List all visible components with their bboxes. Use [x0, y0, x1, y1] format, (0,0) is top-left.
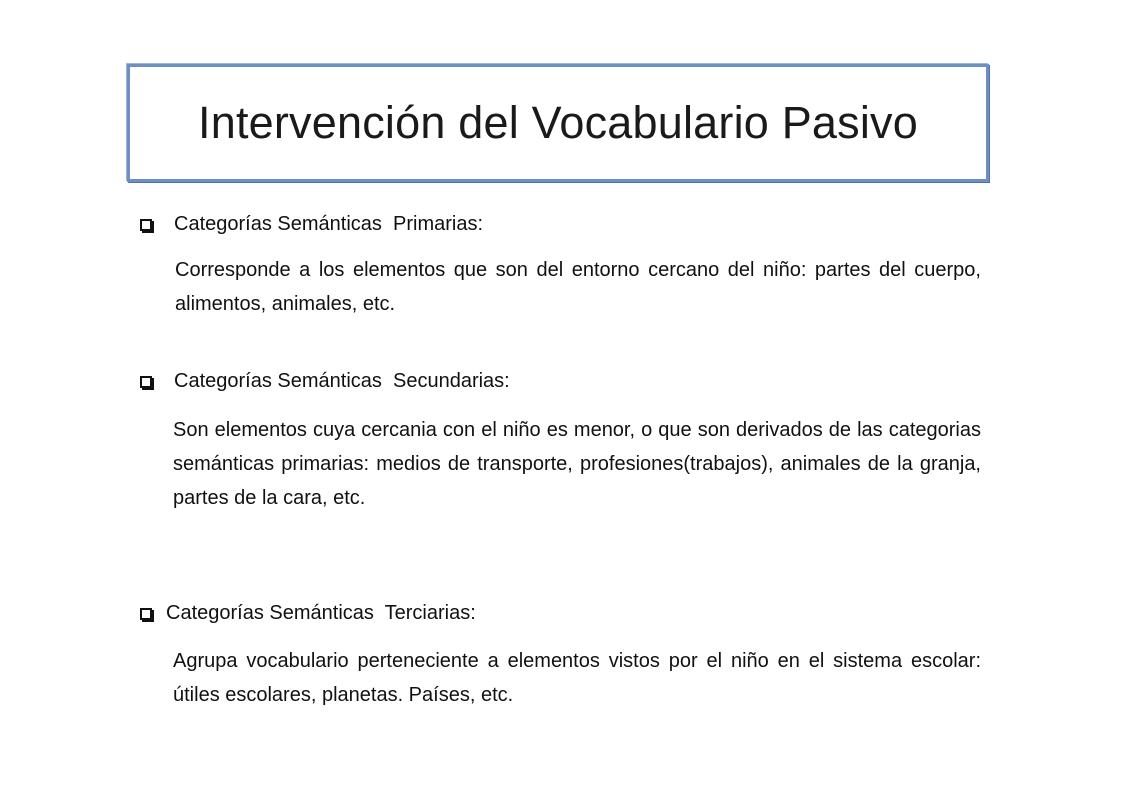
checkbox-icon — [140, 608, 152, 620]
section-heading-primarias — [140, 213, 483, 236]
checkbox-icon — [140, 376, 152, 388]
slide-title: Intervención del Vocabulario Pasivo — [198, 97, 918, 148]
title-box — [127, 64, 989, 182]
section-heading-terciarias — [140, 602, 476, 625]
section-body-secundarias: Son elementos cuya cercania con el niño es menor, o que son derivados de las categorias semánticas primarias: medios de transporte, profesiones(trabajos), animales de la granja, partes de la cara, etc. — [173, 419, 981, 509]
section-heading-label: Categorías Semánticas Terciarias: — [166, 602, 476, 624]
section-heading-secundarias — [140, 370, 510, 393]
checkbox-icon — [140, 219, 152, 231]
section-heading-label: Categorías Semánticas Primarias: — [174, 213, 484, 235]
section-heading-label: Categorías Semánticas Secundarias: — [174, 370, 510, 392]
section-body-terciarias: Agrupa vocabulario perteneciente a elementos vistos por el niño en el sistema escolar: útiles escolares, planetas. Países, etc. — [173, 650, 981, 706]
section-body-primarias: Corresponde a los elementos que son del entorno cercano del niño: partes del cuerpo, alimentos, animales, etc. — [175, 259, 981, 315]
